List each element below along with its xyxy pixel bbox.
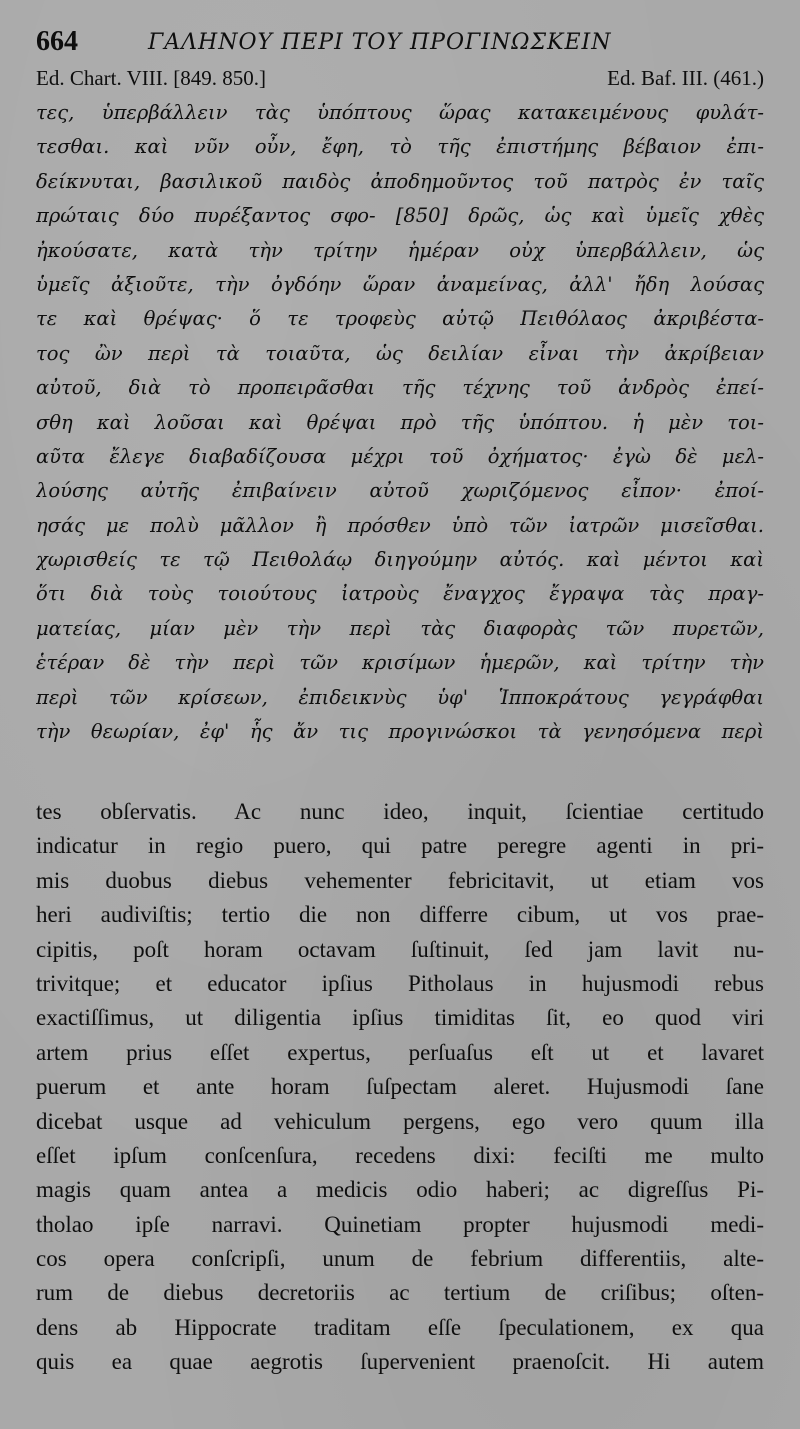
greek-text-line: τεσθαι. καὶ νῦν οὖν, ἔφη, τὸ τῆς ἐπιστήμης βέβαιον ἐπι- bbox=[36, 135, 764, 159]
latin-text-line: rum de diebus decretoriis ac tertium de criſibus; oſten- bbox=[36, 1280, 764, 1306]
greek-text-line: ματείας, μίαν μὲν τὴν περὶ τὰς διαφορὰς τῶν πυρετῶν, bbox=[36, 616, 764, 640]
running-title: ΓΑΛΗΝΟΥ ΠΕΡΙ ΤΟΥ ΠΡΟΓΙΝΩΣΚΕΙΝ bbox=[148, 30, 612, 55]
latin-text-line: artem prius eſſet expertus, perſuaſus eſt ut et lavaret bbox=[36, 1039, 764, 1065]
latin-text-line: dens ab Hippocrate traditam eſſe ſpeculationem, ex qua bbox=[36, 1314, 764, 1340]
latin-text-line: heri audiviſtis; tertio die non differre cibum, ut vos prae- bbox=[36, 902, 764, 928]
edition-references bbox=[36, 66, 764, 94]
greek-text-line: τε καὶ θρέψας· ὅ τε τροφεὺς αὐτῷ Πειθόλαος ἀκριβέστα- bbox=[36, 307, 764, 331]
greek-text-line: λούσης αὐτῆς ἐπιβαίνειν αὐτοῦ χωριζόμενος εἶπον· ἐποί- bbox=[36, 479, 764, 503]
greek-text-line: ὑμεῖς ἀξιοῦτε, τὴν ὀγδόην ὥραν ἀναμείνας, ἀλλ' ἤδη λούσας bbox=[36, 272, 764, 296]
running-head bbox=[36, 26, 764, 62]
latin-text-line: trivitque; et educator ipſius Pitholaus in hujusmodi rebus bbox=[36, 970, 764, 996]
greek-text-line: δείκνυται, βασιλικοῦ παιδὸς ἀποδημοῦντος τοῦ πατρὸς ἐν ταῖς bbox=[36, 169, 764, 193]
latin-text-line: mis duobus diebus vehementer febricitavit, ut etiam vos bbox=[36, 867, 764, 893]
greek-text-line: τὴν θεωρίαν, ἐφ' ἧς ἄν τις προγινώσκοι τὰ γενησόμενα περὶ bbox=[36, 720, 764, 744]
latin-text-block bbox=[36, 795, 764, 1380]
latin-text-line: cipitis, poſt horam octavam ſuſtinuit, ſed jam lavit nu- bbox=[36, 936, 764, 962]
greek-text-line: τος ὢν περὶ τὰ τοιαῦτα, ὡς δειλίαν εἶναι τὴν ἀκρίβειαν bbox=[36, 341, 764, 365]
latin-text-line: dicebat usque ad vehiculum pergens, ego vero quum illa bbox=[36, 1108, 764, 1134]
greek-text-line: αὐτοῦ, διὰ τὸ προπειρᾶσθαι τῆς τέχνης τοῦ ἀνδρὸς ἐπεί- bbox=[36, 376, 764, 400]
page-number: 664 bbox=[36, 26, 78, 57]
greek-text-line: ὅτι διὰ τοὺς τοιούτους ἰατροὺς ἔναγχος ἔγραψα τὰς πραγ- bbox=[36, 582, 764, 606]
latin-text-line: tes obſervatis. Ac nunc ideo, inquit, ſcientiae certitudo bbox=[36, 799, 764, 824]
latin-text-line: tholao ipſe narravi. Quinetiam propter hujusmodi medi- bbox=[36, 1211, 764, 1237]
greek-text-line: ἑτέραν δὲ τὴν περὶ τῶν κρισίμων ἡμερῶν, καὶ τρίτην τὴν bbox=[36, 651, 764, 675]
latin-text-line: magis quam antea a medicis odio haberi; ac digreſſus Pi- bbox=[36, 1177, 764, 1203]
latin-text-line: quis ea quae aegrotis ſupervenient praenoſcit. Hi autem bbox=[36, 1349, 764, 1375]
latin-text-line: puerum et ante horam ſuſpectam aleret. Hujusmodi ſane bbox=[36, 1074, 764, 1100]
greek-text-line: χωρισθείς τε τῷ Πειθολάῳ διηγούμην αὐτός. καὶ μέντοι καὶ bbox=[36, 548, 764, 572]
greek-text-line: περὶ τῶν κρίσεων, ἐπιδεικνὺς ὑφ' Ἱπποκράτους γεγράφθαι bbox=[36, 685, 764, 709]
latin-text-line: indicatur in regio puero, qui patre peregre agenti in pri- bbox=[36, 833, 764, 859]
greek-text-line: ησάς με πολὺ μᾶλλον ἢ πρόσθεν ὑπὸ τῶν ἰατρῶν μισεῖσθαι. bbox=[36, 513, 764, 537]
latin-text-line: cos opera conſcripſi, unum de febrium differentiis, alte- bbox=[36, 1246, 764, 1272]
latin-text-line: eſſet ipſum conſcenſura, recedens dixi: feciſti me multo bbox=[36, 1142, 764, 1168]
greek-text-line: σθη καὶ λοῦσαι καὶ θρέψαι πρὸ τῆς ὑπόπτου. ἡ μὲν τοι- bbox=[36, 410, 764, 434]
latin-text-line: exactiſſimus, ut diligentia ipſius timiditas ſit, eo quod viri bbox=[36, 1005, 764, 1031]
edition-basel-reference: Ed. Baf. III. (461.) bbox=[607, 66, 764, 90]
greek-text-line: ἠκούσατε, κατὰ τὴν τρίτην ἡμέραν οὐχ ὑπερβάλλειν, ὡς bbox=[36, 238, 764, 262]
greek-text-block bbox=[36, 96, 764, 749]
greek-text-line: τες, ὑπερβάλλειν τὰς ὑπόπτους ὥρας κατακειμένους φυλάτ- bbox=[36, 101, 764, 124]
greek-text-line: πρώταις δύο πυρέξαντος σφο- [850] δρῶς, ὡς καὶ ὑμεῖς χθὲς bbox=[36, 204, 764, 228]
greek-text-line: αῦτα ἔλεγε διαβαδίζουσα μέχρι τοῦ ὀχήματος· ἐγὼ δὲ μελ- bbox=[36, 444, 764, 468]
edition-chartier-reference: Ed. Chart. VIII. [849. 850.] bbox=[36, 66, 266, 90]
